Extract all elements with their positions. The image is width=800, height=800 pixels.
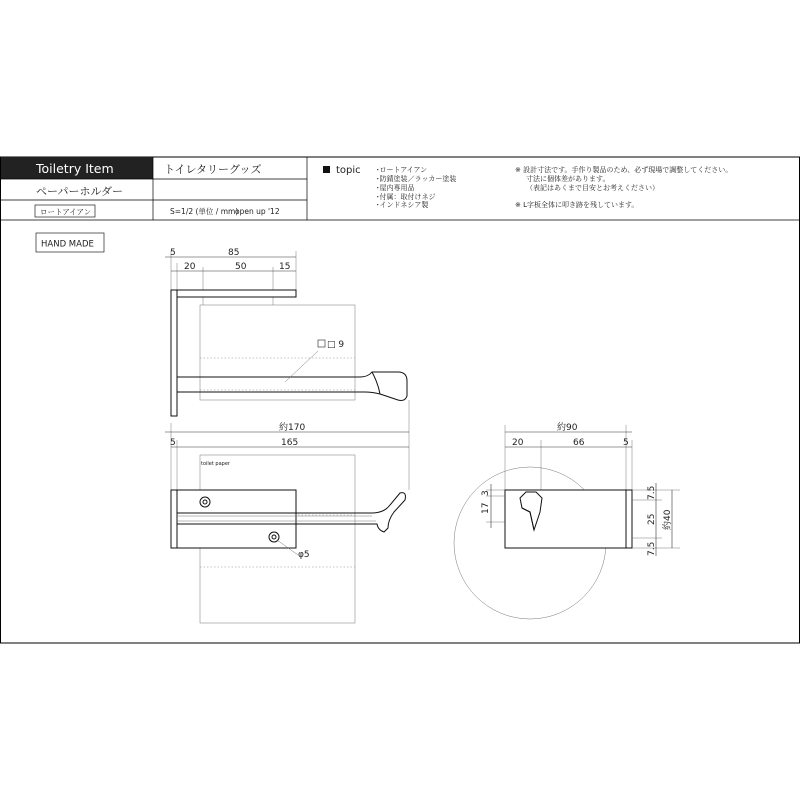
product-name: ペーパーホルダー xyxy=(36,185,124,198)
title-block xyxy=(1,157,799,220)
topic-label: topic xyxy=(336,165,361,176)
dim-overall-170: 約170 xyxy=(279,423,306,433)
front-dimensions xyxy=(165,400,409,490)
dim-hole: φ5 xyxy=(298,550,310,560)
dim-h-bot: 7.5 xyxy=(647,541,657,556)
category-jp: トイレタリーグッズ xyxy=(164,163,262,176)
topic-item: ･インドネシア製 xyxy=(376,201,429,209)
dim-plate-top: 5 xyxy=(170,248,176,258)
topic-item: ･付属：取付けネジ xyxy=(376,193,436,201)
paper-label: toilet paper xyxy=(201,461,230,467)
topic-item: ･屋内専用品 xyxy=(376,184,415,192)
material-tag: ロートアイアン xyxy=(40,207,92,217)
dim-h-top: 7.5 xyxy=(647,485,657,500)
hand-made-badge: HAND MADE xyxy=(41,239,94,250)
dim-v-17: 17 xyxy=(481,502,491,514)
square-bar-icon xyxy=(318,340,325,347)
scale-text: S=1/2 (単位 / mm) xyxy=(170,207,239,216)
dim-seg-20: 20 xyxy=(184,262,196,272)
topic-item: ･ロートアイアン xyxy=(376,166,428,174)
dim-bar-square: □ 9 xyxy=(327,340,345,350)
note-line: 寸法に個体差があります。 xyxy=(526,175,610,183)
dim-v-3: 3 xyxy=(481,490,491,496)
dim-seg-15: 15 xyxy=(279,262,291,272)
dim-h-total: 約40 xyxy=(663,509,673,530)
dim-side-66: 66 xyxy=(573,438,585,448)
note-line: ※ L字板全体に叩き跡を残しています。 xyxy=(515,201,639,209)
dim-overall-85: 85 xyxy=(228,248,240,258)
note-line: ※ 設計寸法です。手作り製品のため、必ず現場で調整してください。 xyxy=(515,166,733,174)
topic-square-icon xyxy=(323,166,330,173)
dim-side-20: 20 xyxy=(512,438,524,448)
open-up-text: open up '12 xyxy=(235,207,280,216)
front-view xyxy=(171,455,405,623)
category-en: Toiletry Item xyxy=(36,161,114,176)
topic-item: ･防錆塗装／ラッカー塗装 xyxy=(376,175,457,183)
dim-seg-50: 50 xyxy=(235,262,247,272)
dim-h-mid: 25 xyxy=(647,513,657,525)
top-view xyxy=(165,248,407,416)
note-line: （表記はあくまで目安とお考えください） xyxy=(526,184,659,192)
side-view xyxy=(454,421,680,619)
dim-plate-front: 5 xyxy=(170,438,176,448)
dim-overall-90: 約90 xyxy=(557,423,578,433)
dim-side-5: 5 xyxy=(623,438,629,448)
dim-bar-165: 165 xyxy=(281,438,299,448)
